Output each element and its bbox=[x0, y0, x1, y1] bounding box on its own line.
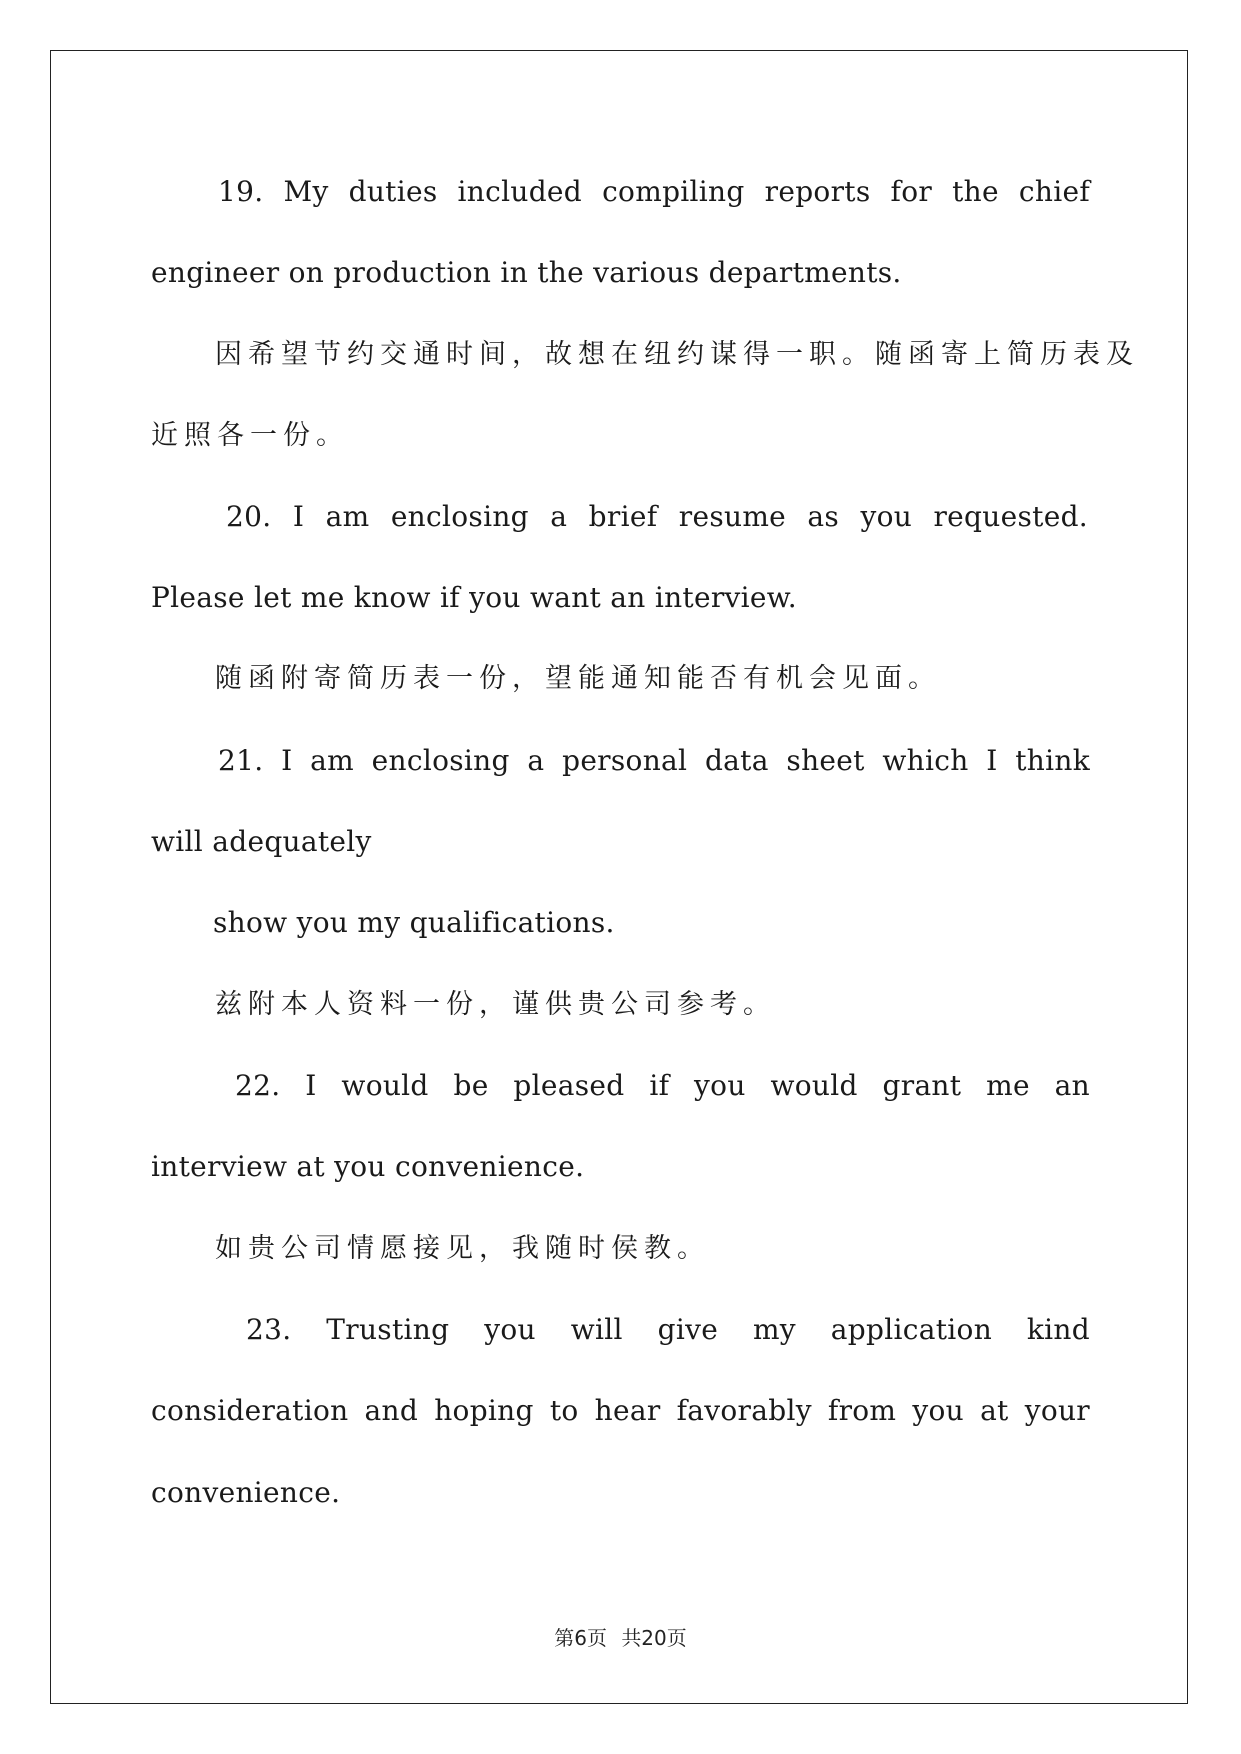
item-22-line-1: 22. I would be pleased if you would grant me an bbox=[235, 1069, 1090, 1102]
item-20-translation: 随函附寄简历表一份，望能通知能否有机会见面。 bbox=[215, 663, 941, 694]
item-19-line-1: 19. My duties included compiling reports for the chief bbox=[218, 175, 1090, 208]
item-19-translation-line-1: 因希望节约交通时间，故想在纽约谋得一职。随函寄上简历表及 bbox=[215, 339, 1139, 370]
item-23-line-1: 23. Trusting you will give my application kind bbox=[246, 1313, 1090, 1346]
item-22-translation: 如贵公司情愿接见，我随时侯教。 bbox=[215, 1233, 710, 1264]
item-20-line-1: 20. I am enclosing a brief resume as you requested. bbox=[226, 500, 1088, 533]
page-number: 第6页 bbox=[554, 1626, 607, 1650]
item-21-line-3: show you my qualifications. bbox=[213, 906, 615, 939]
page-border bbox=[50, 50, 1188, 1704]
item-23-line-2: consideration and hoping to hear favorably from you at your bbox=[151, 1394, 1090, 1427]
item-21-line-1: 21. I am enclosing a personal data sheet which I think bbox=[218, 744, 1090, 777]
item-20-line-2: Please let me know if you want an interview. bbox=[151, 581, 797, 614]
item-22-line-2: interview at you convenience. bbox=[151, 1150, 585, 1183]
item-19-translation-line-2: 近照各一份。 bbox=[151, 420, 349, 451]
page-footer bbox=[0, 1622, 1241, 1651]
page-total: 共20页 bbox=[621, 1626, 687, 1650]
item-21-line-2: will adequately bbox=[151, 825, 372, 858]
item-19-line-2: engineer on production in the various departments. bbox=[151, 256, 902, 289]
item-21-translation: 兹附本人资料一份，谨供贵公司参考。 bbox=[215, 989, 776, 1020]
item-23-line-3: convenience. bbox=[151, 1476, 341, 1509]
